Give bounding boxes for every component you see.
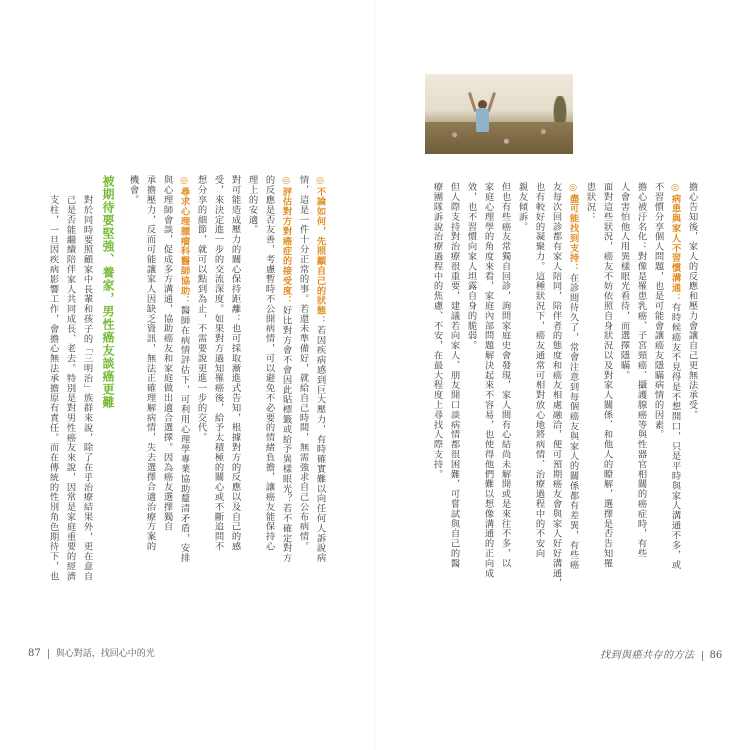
text-column: ◎盡可能找到支持：在診間待久了，常會注意到每個癌友與家人的關係都有差異，有些癌 xyxy=(567,182,579,570)
text-column: 對可能造成壓力的關心保持距離：也可採取漸進式告知，根據對方的反應以及自己的感 xyxy=(229,175,241,552)
text-column: 也有較好的凝聚力。這種狀況下，癌友通常可相對放心地將病情、治療過程中的不安向 xyxy=(533,182,545,559)
text-column: 想分享的細節，就可以點到為止，不需要說更進一步的交代。 xyxy=(195,175,207,443)
photo-flower-field xyxy=(425,122,573,154)
text-column: 療團隊訴說治療過程中的焦慮、不安，在最大程度上尋找人際支持。 xyxy=(431,182,443,479)
text-column: 友每次回診都有家人陪同，陪伴者的態度和癌友相處融洽，便可預期癌友會與家人好好溝通， xyxy=(550,182,562,588)
photo-figure xyxy=(469,92,495,152)
text-column: ◎評估對方對癌症的接受度：好比對方會不會因此貼標籤或給予異樣眼光？若不確定對方 xyxy=(280,175,292,563)
text-column: 機會。 xyxy=(127,175,139,205)
text-column: 但也有些癌友常獨自回診，詢問家庭史會發現，家人間有心結尚未解開或是來往不多，以 xyxy=(499,182,511,569)
text-column: ◎病患與家人不習慣溝通：有時候癌友不見得是不想開口，只是平時與家人溝通不多，或 xyxy=(669,182,681,570)
text-column: 擔心告知後，家人的反應和壓力會讓自己更無法承受。 xyxy=(686,182,698,420)
text-column: 對於同時要照顧家中長輩和孩子的「三明治」族群來說，除了在乎治療結果外，更在意自 xyxy=(81,195,93,582)
text-column: 患狀況： xyxy=(584,182,596,222)
text-column: 受，來決定進一步的交流深度。如果對方過知罹癌後，給予太積極的關心或不斷追問不 xyxy=(212,175,224,552)
right-page-number: 86 xyxy=(709,650,723,661)
text-column: ◎尋求心理腫瘤科醫師協助：醫師在病情評估下，可利用心理學專業協助釐清矛盾，安排 xyxy=(178,175,190,563)
right-footer xyxy=(600,646,722,661)
left-page-number: 87 xyxy=(28,648,41,659)
text-column: 理上的安適。 xyxy=(246,175,258,235)
text-column: ◎不論如何，先照顧自己的狀態：若因疾病感到巨大壓力，有時確實難以向任何人訴說病 xyxy=(314,175,326,563)
photo-woman-in-field xyxy=(425,74,573,154)
text-column: 己是否能繼續陪伴家人共同成長、老去。特別是對男性癌友來說，因常是家庭重要的經濟 xyxy=(64,195,76,582)
text-column: 面對這些狀況，癌友不妨依照自身狀況以及對家人關係、和他人的瞭解，選擇是否告知罹 xyxy=(601,182,613,569)
page-gutter xyxy=(374,0,376,750)
text-column: 親友傾訴。 xyxy=(516,182,528,232)
text-column: 承擔壓力，反而可能讓家人因缺乏資訊，無法正確理解病情，失去選擇合適治療方案的 xyxy=(144,175,156,552)
text-column: 的反應是否友善，考慮暫時不公開病情，可以避免不必要的情緒負擔，讓癌友能保持心 xyxy=(263,175,275,552)
left-footer xyxy=(28,646,155,659)
text-column: 但人際支持對治療很重要，建議若向家人、朋友開口談病情都很困難，可嘗試與自己的醫 xyxy=(448,182,460,569)
text-column: 人會害怕他人用異樣眼光看待，而選擇隱瞞。 xyxy=(618,182,630,380)
text-column: 與心理師會談，促成多方溝通，協助癌友和家庭做出適合選擇。因為癌友選擇獨自 xyxy=(161,175,173,532)
book-title: 與心對話，找回心中的光 xyxy=(55,649,155,659)
section-heading: 被期待要堅強、養家，男性癌友談癌更難 xyxy=(101,175,115,409)
text-column: 支柱，一旦因疾病影響工作，會擔心無法承擔原有責任。而在傳統的性別角色期待下，也 xyxy=(47,195,59,582)
text-column: 擔心被汙名化：對像是罹患乳癌、子宮頸癌、攝護腺癌等與性器官相關的癌症時，有些 xyxy=(635,182,647,559)
text-column: 情，這是一件十分正常的事。若還未準備好，就給自己時間，無需強求自己公布病情。 xyxy=(297,175,309,552)
chapter-signature: 找到與癌共存的方法 xyxy=(600,650,695,661)
text-column: 效，也不習慣向家人坦露自身的脆弱。 xyxy=(465,182,477,351)
text-column: 家庭心理學的角度來看，家庭內部問題解決起來不容易，也使得他們難以想像溝通的正向成 xyxy=(482,182,494,578)
text-column: 不習慣分享個人問題，也是可能會讓癌友隱瞞病情的因素。 xyxy=(652,182,664,440)
